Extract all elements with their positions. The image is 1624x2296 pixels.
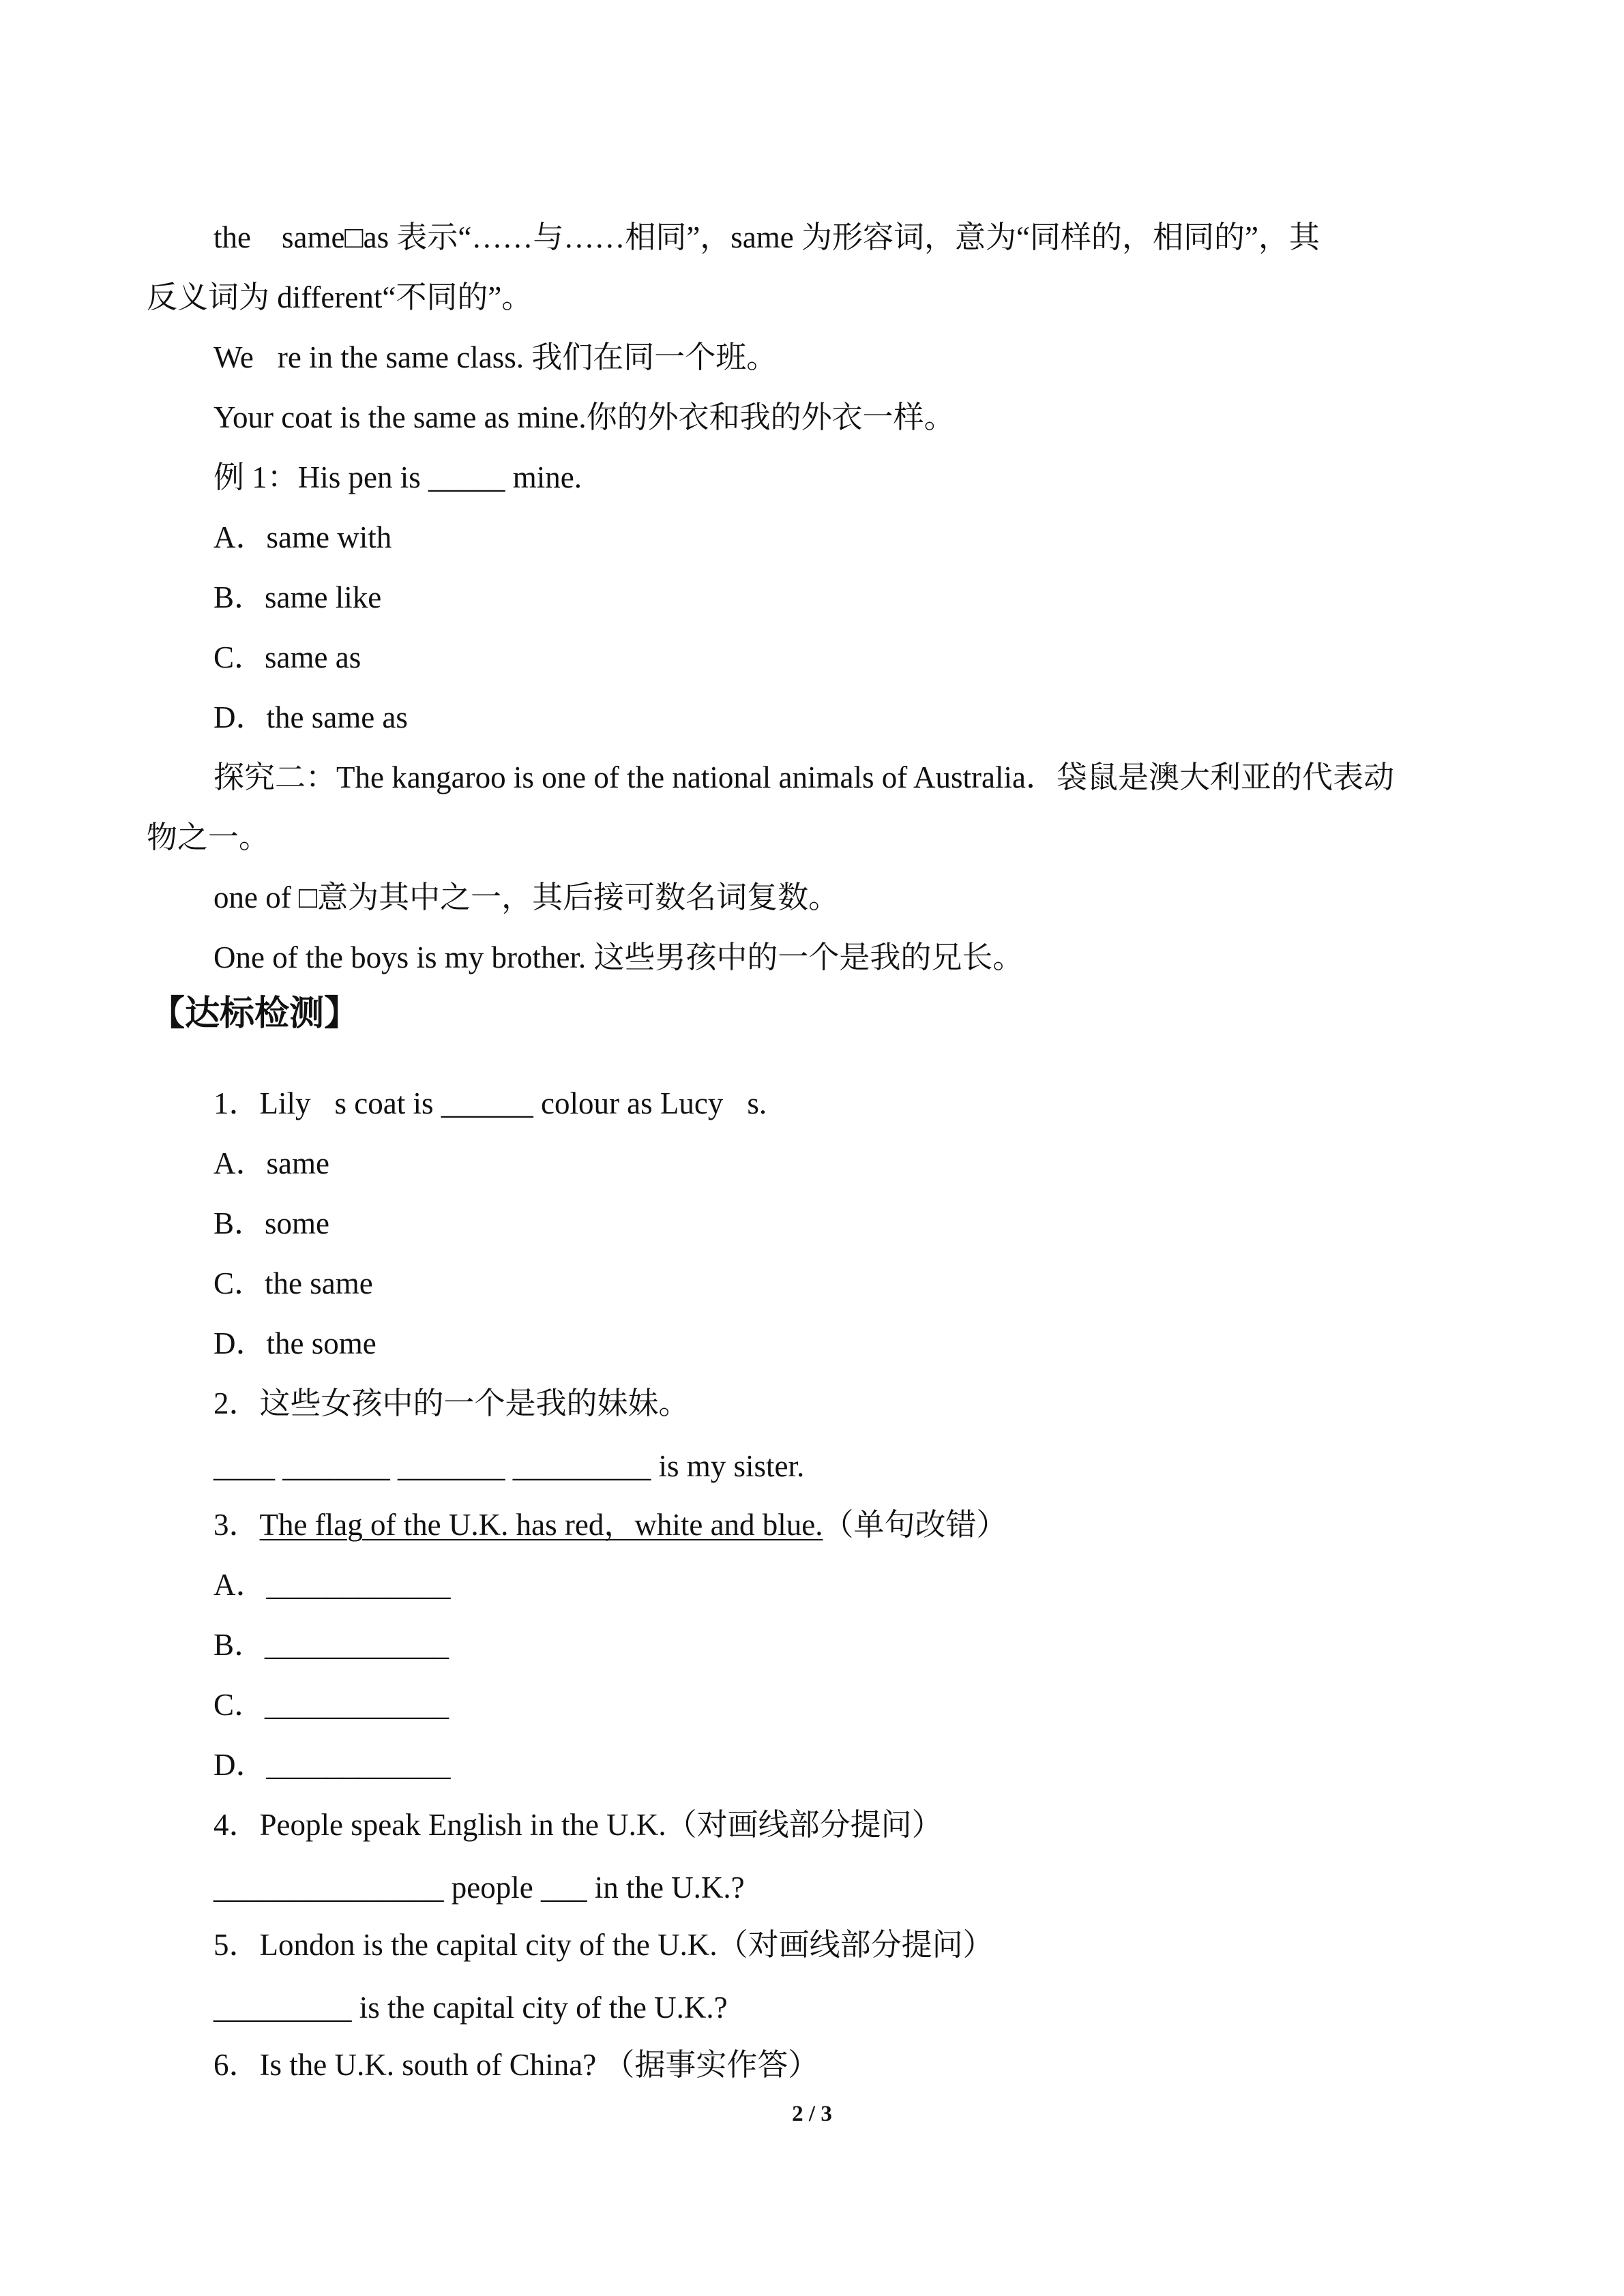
- example1-option-a: A．same with: [213, 520, 392, 554]
- q1-option-d: D．the some: [213, 1326, 377, 1360]
- example1-question: 例 1：His pen is _____ mine.: [213, 460, 582, 494]
- q3-underlined-sentence: The flag of the U.K. has red，white and blue.: [259, 1508, 823, 1542]
- q4-blank: _______________ people ___ in the U.K.?: [213, 1870, 745, 1905]
- explore2-line2: 物之一。: [147, 820, 270, 854]
- q1-option-a: A．same: [213, 1146, 329, 1180]
- page-number: 2 / 3: [792, 2102, 832, 2126]
- explore2-example: One of the boys is my brother. 这些男孩中的一个是我的兄长。: [213, 940, 1024, 974]
- q3-text: [213, 1504, 1007, 1545]
- section-title: 【达标检测】: [150, 994, 359, 1034]
- explore1-example1: We re in the same class. 我们在同一个班。: [213, 340, 778, 374]
- example1-option-b: B．same like: [213, 580, 382, 614]
- q5-blank: _________ is the capital city of the U.K.?: [213, 1991, 728, 2025]
- q6-text: 6．Is the U.K. south of China? （据事实作答）: [213, 2048, 819, 2082]
- q1-option-c: C．the same: [213, 1266, 373, 1300]
- q3-option-a: A．____________: [213, 1568, 451, 1602]
- explore2-line1: 探究二：The kangaroo is one of the national animals of Australia．袋鼠是澳大利亚的代表动: [213, 760, 1394, 794]
- q3-option-c: C．____________: [213, 1688, 449, 1722]
- explore2-note: one of □意为其中之一，其后接可数名词复数。: [213, 880, 840, 914]
- q3-option-d: D．____________: [213, 1748, 451, 1782]
- explore1-example2: Your coat is the same as mine.你的外衣和我的外衣一样。: [213, 400, 955, 434]
- q4-text: 4．People speak English in the U.K.（对画线部分提问）: [213, 1808, 943, 1842]
- q5-text: 5．London is the capital city of the U.K.（对画线部分提问）: [213, 1928, 994, 1962]
- explore1-line2: 反义词为 different“不同的”。: [147, 280, 533, 314]
- q1-option-b: B．some: [213, 1206, 330, 1240]
- example1-option-c: C．same as: [213, 640, 361, 674]
- q2-text: 2．这些女孩中的一个是我的妹妹。: [213, 1386, 690, 1420]
- q3-suffix: （单句改错）: [823, 1508, 1007, 1542]
- explore1-line1: the same□as 表示“……与……相同”，same 为形容词，意为“同样的，相同的”，其: [213, 220, 1320, 254]
- q1-text: 1．Lily s coat is ______ colour as Lucy s.: [213, 1086, 767, 1120]
- q3-option-b: B．____________: [213, 1628, 449, 1662]
- q2-blank: ____ _______ _______ _________ is my sister.: [213, 1449, 805, 1483]
- example1-option-d: D．the same as: [213, 700, 408, 734]
- q3-prefix: 3．: [213, 1508, 260, 1542]
